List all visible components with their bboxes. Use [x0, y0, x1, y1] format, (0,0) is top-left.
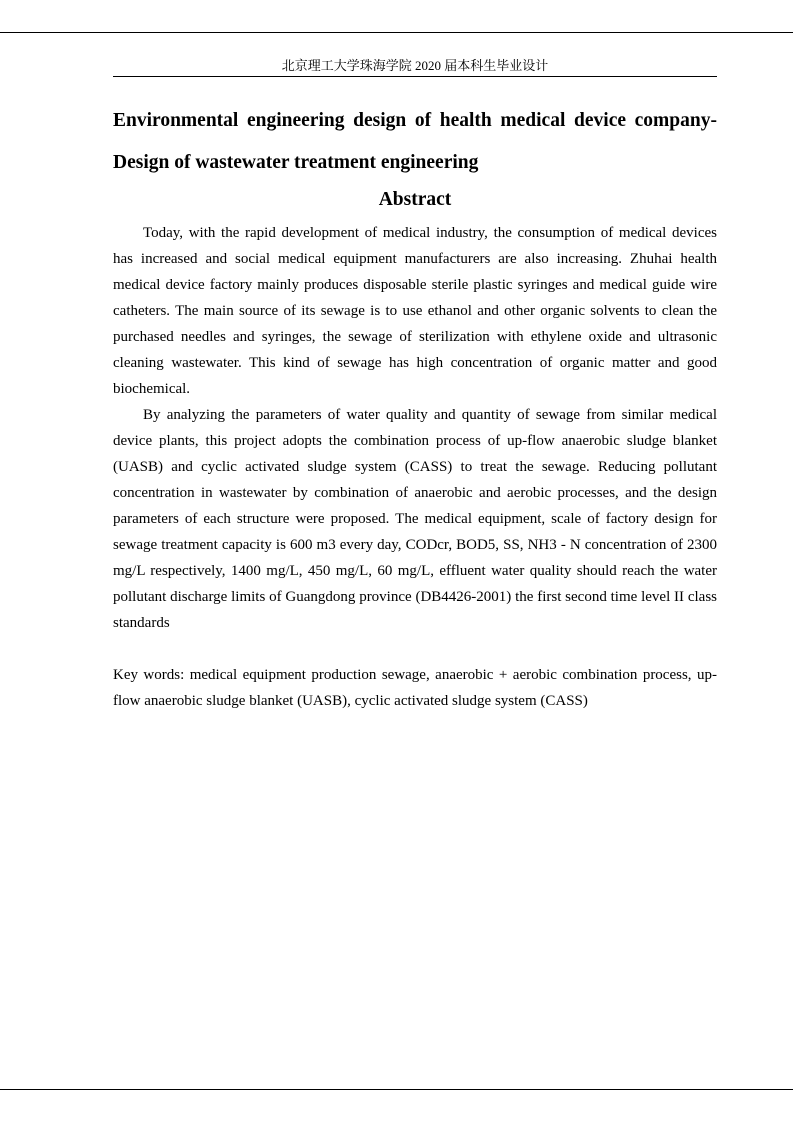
- paper-title: Environmental engineering design of health medical device company- Design of wastewater treatment engineering: [113, 110, 717, 173]
- abstract-paragraph-1: Today, with the rapid development of medical industry, the consumption of medical devices has increased and social medical equipment manufacturers are also increasing. Zhuhai health medical device factory mainly produces disposable sterile plastic syringes and medical guide wire catheters. The main source of its sewage is to use ethanol and other organic solvents to clean the purchased needles and syringes, the sewage of sterilization with ethylene oxide and ultrasonic cleaning wastewater. This kind of sewage has high concentration of organic matter and good biochemical.: [113, 225, 717, 397]
- abstract-body: [113, 220, 717, 636]
- abstract-heading: Abstract: [378, 189, 452, 210]
- abstract-paragraph-2: By analyzing the parameters of water quality and quantity of sewage from similar medical device plants, this project adopts the combination process of up-flow anaerobic sludge blanket (UASB) and cyclic activated sludge system (CASS) to treat the sewage. Reducing pollutant concentration in wastewater by combination of anaerobic and aerobic processes, and the design parameters of each structure were proposed. The medical equipment, scale of factory design for sewage treatment capacity is 600 m3 every day, CODcr, BOD5, SS, NH3 - N concentration of 2300 mg/L respectively, 1400 mg/L, 450 mg/L, 60 mg/L, effluent water quality should reach the water pollutant discharge limits of Guangdong province (DB4426-2001) the first second time level II class standards: [113, 407, 717, 631]
- page-top-rule: [0, 32, 793, 33]
- running-header: 北京理工大学珠海学院 2020 届本科生毕业设计: [281, 58, 549, 73]
- page-bottom-rule: [0, 1089, 793, 1090]
- header-rule: [113, 76, 717, 77]
- keywords: Key words: medical equipment production sewage, anaerobic + aerobic combination process, up-flow anaerobic sludge blanket (UASB), cyclic activated sludge system (CASS): [113, 667, 717, 709]
